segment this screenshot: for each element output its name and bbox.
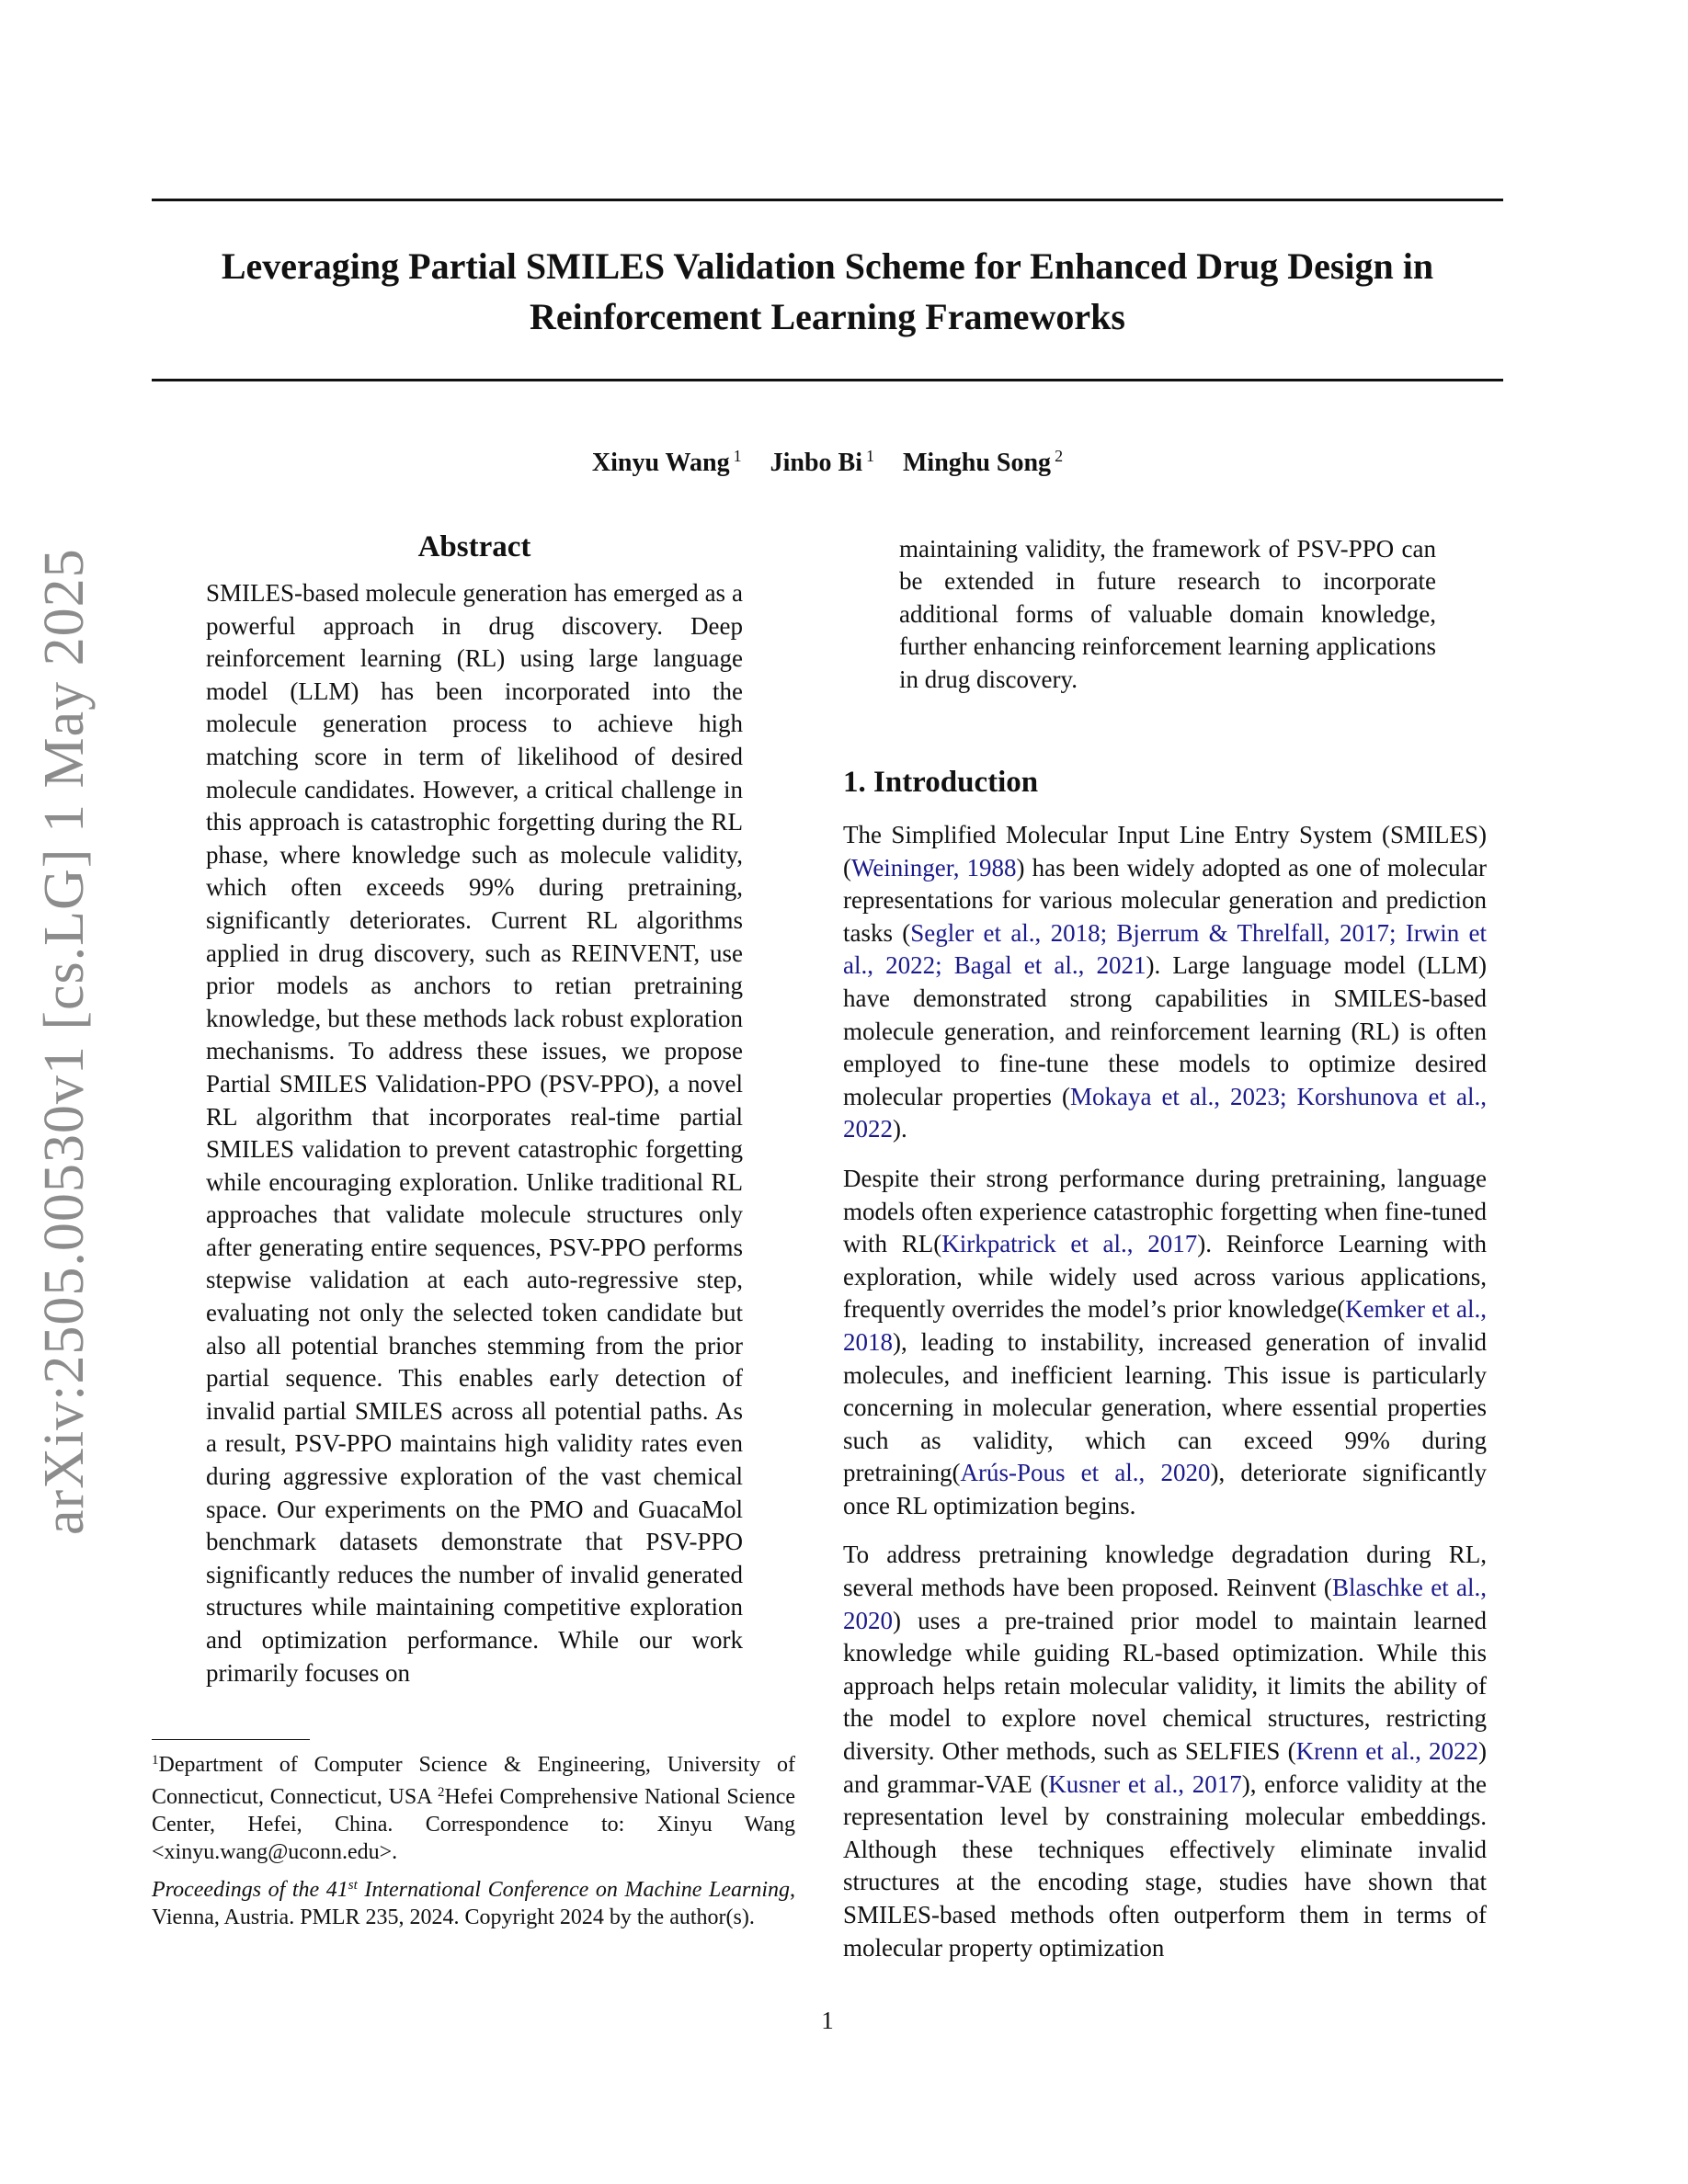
proceedings-prefix: Proceedings of the: [152, 1878, 326, 1902]
citation-link[interactable]: Weininger, 1988: [851, 853, 1017, 882]
author-name: Jinbo Bi: [770, 449, 862, 477]
proceedings-venue: International Conference on Machine Learning: [357, 1878, 791, 1902]
footnote-rule: [152, 1739, 310, 1740]
abstract-heading: Abstract: [417, 530, 531, 563]
paragraph-text: Despite their strong performance during pretraining, language models often experience catastrophic forgetting when fine-tuned with RL(: [843, 1164, 1487, 1258]
paragraph-text: ), deteriorate significantly once RL optimization begins.: [843, 1459, 1488, 1519]
footnote-mark: 1: [152, 1753, 159, 1768]
paragraph-text: ).: [893, 1115, 907, 1143]
proceedings-rest: , Vienna, Austria. PMLR 235, 2024. Copyright 2024 by the author(s).: [152, 1878, 796, 1929]
introduction-body: [843, 819, 1487, 1981]
footnote-text: Department of Computer Science & Engineering, University of Connecticut, Connecticut, USA: [152, 1753, 795, 1809]
title-rule-bottom: [152, 379, 1503, 381]
author-name: Minghu Song: [902, 449, 1052, 477]
paragraph: [843, 1163, 1487, 1523]
title-line: Leveraging Partial SMILES Validation Scheme for Enhanced Drug Design in: [221, 245, 1434, 287]
footnote-mark: 2: [437, 1785, 445, 1800]
title-rule-top: [152, 199, 1503, 201]
proceedings-ordinal: 41: [325, 1878, 348, 1902]
title-line: Reinforcement Learning Frameworks: [529, 296, 1125, 337]
paragraph-text: ), leading to instability, increased generation of invalid molecules, and inefficient learning. This issue is particularly concerning in molecular generation, where essential properties such as validity, which can exceed 99% during pretraining(: [843, 1327, 1487, 1487]
citation-link[interactable]: Segler et al., 2018; Bjerrum & Threlfall, 2017; Irwin et al., 2022; Bagal et al., 2021: [843, 918, 1487, 980]
author-name: Xinyu Wang: [591, 449, 730, 477]
page-number: 1: [821, 2007, 834, 2034]
proceedings-note: [152, 1871, 795, 1931]
citation-link[interactable]: Kusner et al., 2017: [1048, 1769, 1242, 1798]
author-affiliation: 2: [1055, 447, 1064, 465]
paragraph-text: To address pretraining knowledge degradation during RL, several methods have been proposed. Reinvent (: [843, 1541, 1487, 1602]
citation-link[interactable]: Krenn et al., 2022: [1295, 1737, 1478, 1766]
paragraph-text: ) uses a pre-trained prior model to maintain learned knowledge while guiding RL-based optimization. While this approach helps retain molecular validity, it limits the ability of the model to explore novel chemical structures, restricting diversity. Other methods, such as SELFIES (: [843, 1606, 1487, 1766]
author-affiliation: 1: [733, 447, 742, 465]
paragraph-text: ), enforce validity at the representation level by constraining molecular embeddings. Although these techniques effectively eliminate invalid structures at the encoding stage, studies have shown that SMILES-based methods often outperform them in terms of molecular property optimization: [843, 1769, 1488, 1962]
footnote-text: Hefei Comprehensive National Science Center, Hefei, China. Correspondence to: Xinyu Wang <xinyu.wang@uconn.edu>.: [152, 1785, 795, 1864]
proceedings-ordinal-suffix: st: [348, 1878, 358, 1893]
abstract-text-continued: maintaining validity, the framework of PSV-PPO can be extended in future research to incorporate additional forms of valuable domain knowledge, further enhancing reinforcement learning applications in drug discovery.: [899, 535, 1436, 693]
author-list: [152, 439, 1503, 480]
section-heading-introduction: 1. Introduction: [843, 766, 1039, 799]
arxiv-watermark: arXiv:2505.00530v1 [cs.LG] 1 May 2025: [33, 548, 96, 1535]
author: [903, 449, 1063, 477]
author: [770, 449, 874, 477]
author-affiliation: 1: [865, 447, 874, 465]
citation-link[interactable]: Mokaya et al., 2023; Korshunova et al., 2022: [843, 1082, 1487, 1143]
citation-link[interactable]: Kirkpatrick et al., 2017: [941, 1230, 1198, 1258]
paragraph-text: ) has been widely adopted as one of molecular representations for various molecular generation and prediction tasks (: [843, 853, 1488, 947]
affiliation-footnote: [152, 1746, 795, 1866]
citation-link[interactable]: Kemker et al., 2018: [843, 1295, 1487, 1356]
abstract-text: SMILES-based molecule generation has emerged as a powerful approach in drug discovery. Deep reinforcement learning (RL) using large language model (LLM) has been incorporated into the molecule generation process to achieve high matching score in term of likelihood of desired molecule candidates. However, a critical challenge in this approach is catastrophic forgetting during the RL phase, where knowledge such as molecule validity, which often exceeds 99% during pretraining, significantly deteriorates. Current RL algorithms applied in drug discovery, such as REINVENT, use prior models as anchors to retian pretraining knowledge, but these methods lack robust exploration mechanisms. To address these issues, we propose Partial SMILES Validation-PPO (PSV-PPO), a novel RL algorithm that incorporates real-time partial SMILES validation to prevent catastrophic forgetting while encouraging exploration. Unlike traditional RL approaches that validate molecule structures only after generating entire sequences, PSV-PPO performs stepwise validation at each auto-regressive step, evaluating not only the selected token candidate but also all potential branches stemming from the prior partial sequence. This enables early detection of invalid partial SMILES across all potential paths. As a result, PSV-PPO maintains high validity rates even during aggressive exploration of the vast chemical space. Our experiments on the PMO and GuacaMol benchmark datasets demonstrate that PSV-PPO significantly reduces the number of invalid generated structures while maintaining competitive exploration and optimization performance. While our work primarily focuses on: [206, 579, 743, 1687]
author: [592, 449, 742, 477]
citation-link[interactable]: Arús-Pous et al., 2020: [960, 1459, 1211, 1487]
citation-link[interactable]: Blaschke et al., 2020: [843, 1574, 1487, 1634]
paragraph: [843, 819, 1487, 1146]
paragraph-text: ). Large language model (LLM) have demonstrated strong capabilities in SMILES-based molecule generation, and reinforcement learning (RL) is often employed to fine-tune these models to optimize desired molecular properties (: [843, 951, 1488, 1110]
paragraph-text: ) and grammar-VAE (: [843, 1737, 1487, 1798]
paragraph-text: ). Reinforce Learning with exploration, while widely used across various applications, frequently overrides the model’s prior knowledge(: [843, 1230, 1487, 1324]
paragraph-text: The Simplified Molecular Input Line Entry System (SMILES) (: [843, 821, 1487, 882]
paper-title: [152, 241, 1503, 342]
paragraph: [843, 1539, 1487, 1964]
